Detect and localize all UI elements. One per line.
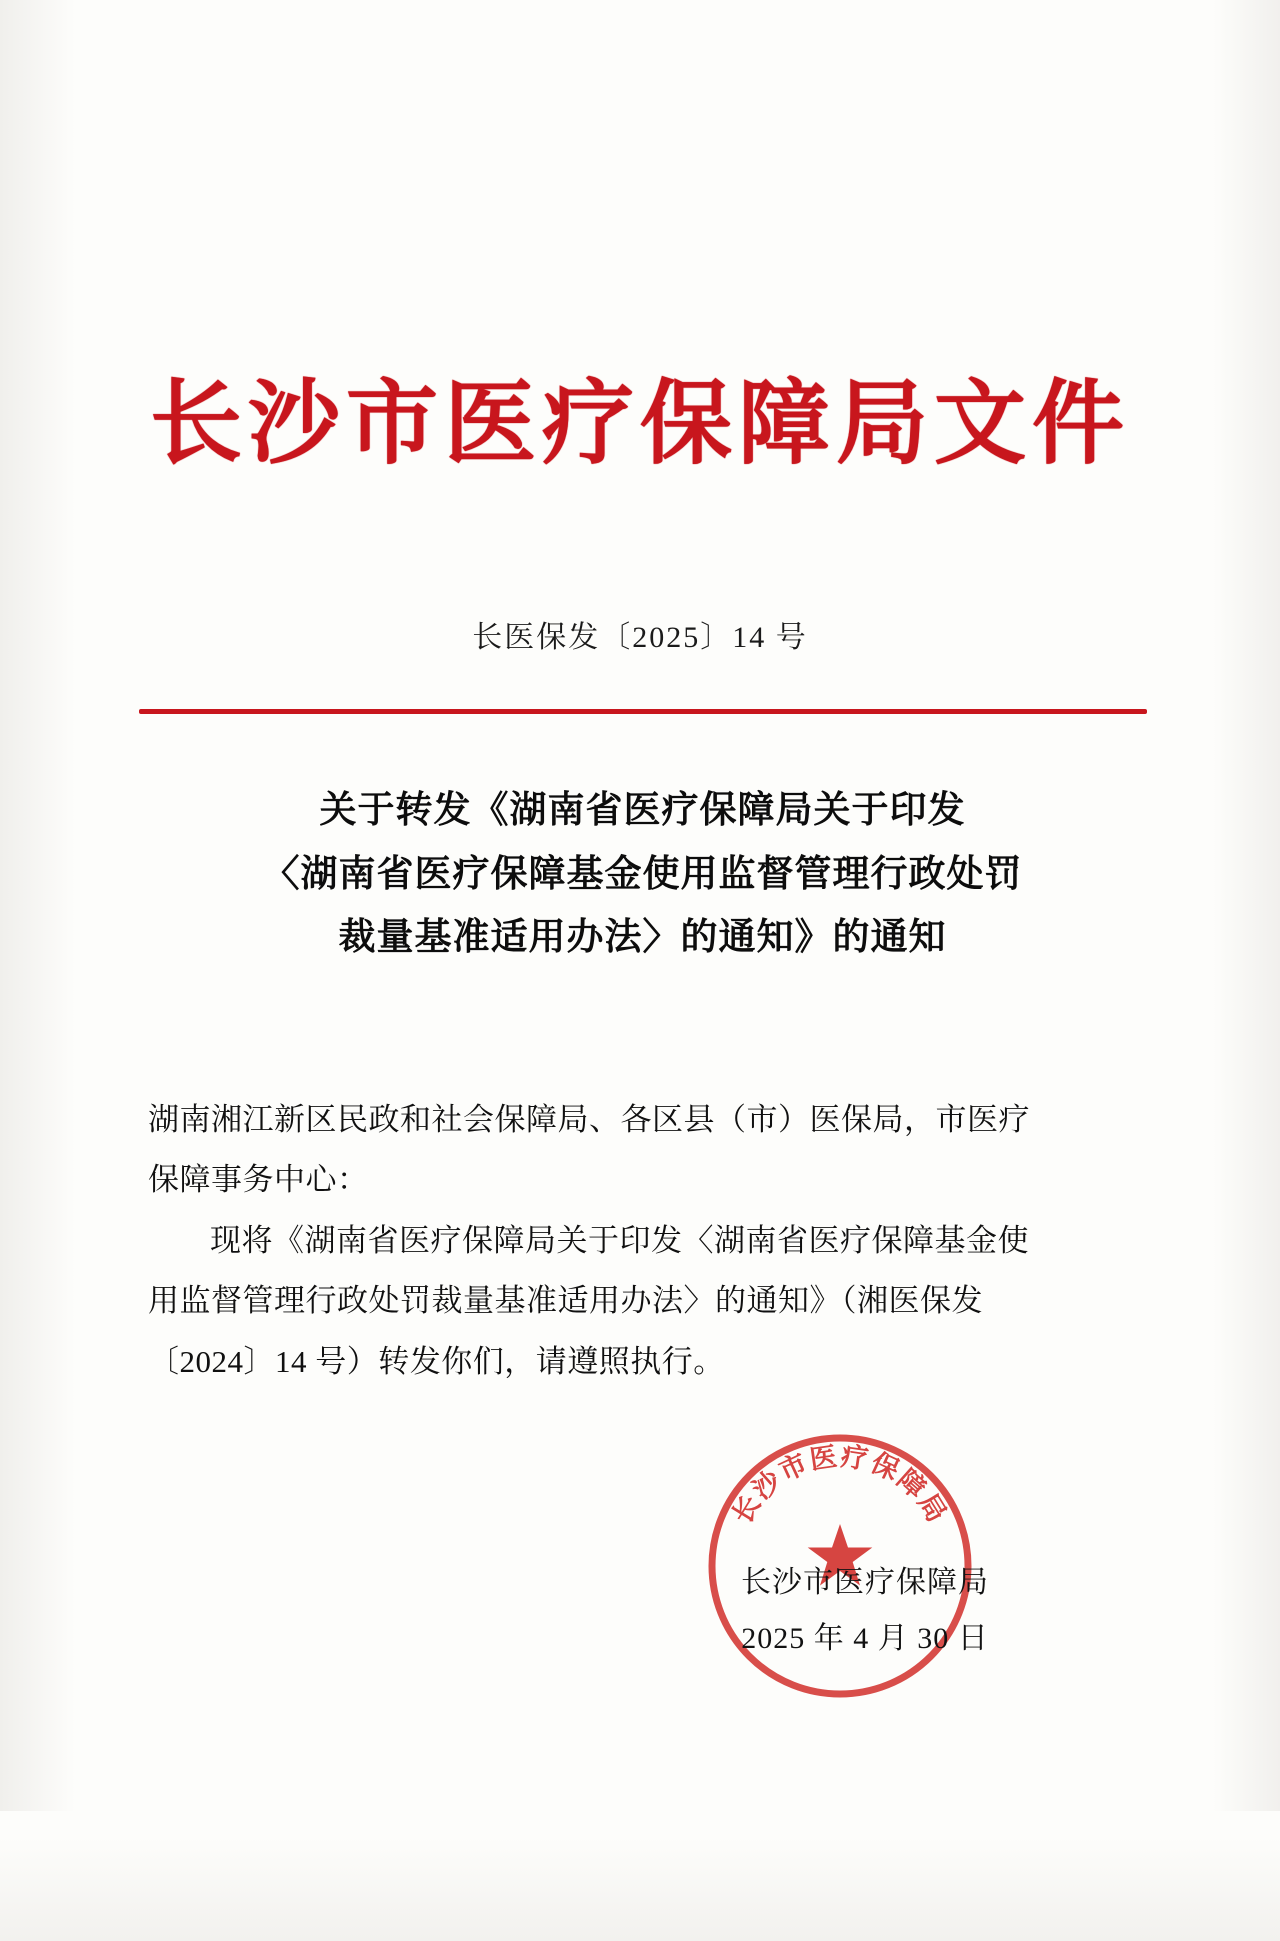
paper-edge-bottom <box>0 1811 1280 1941</box>
document-body <box>148 1090 1148 1392</box>
title-line-1: 关于转发《湖南省医疗保障局关于印发 <box>319 787 966 831</box>
paper-edge-right <box>1184 0 1280 1941</box>
signature-block <box>700 1555 1030 1666</box>
page-title <box>155 778 1130 969</box>
document-number: 长医保发〔2025〕14 号 <box>472 621 808 654</box>
svg-text:长沙市医疗保障局: 长沙市医疗保障局 <box>726 1441 954 1530</box>
red-divider-rule <box>139 709 1147 714</box>
paragraph-line-3: 〔2024〕14 号）转发你们，请遵照执行。 <box>148 1343 725 1379</box>
paper-edge-left <box>0 0 108 1941</box>
signature-date: 2025 年 4 月 30 日 <box>741 1621 989 1655</box>
masthead-title: 长沙市医疗保障局文件 <box>149 369 1130 477</box>
addressee-line-1: 湖南湘江新区民政和社会保障局、各区县（市）医保局，市医疗 <box>148 1102 1030 1137</box>
signature-organization: 长沙市医疗保障局 <box>741 1566 989 1599</box>
title-line-2: 〈湖南省医疗保障基金使用监督管理行政处罚 <box>262 850 1023 895</box>
paragraph-line-2: 用监督管理行政处罚裁量基准适用办法〉的通知》（湘医保发 <box>148 1283 983 1319</box>
addressee-line-2: 保障事务中心： <box>148 1162 369 1198</box>
title-line-3: 裁量基准适用办法〉的通知》的通知 <box>338 914 947 959</box>
paragraph-line-1: 现将《湖南省医疗保障局关于印发〈湖南省医疗保障基金使 <box>210 1222 1029 1258</box>
